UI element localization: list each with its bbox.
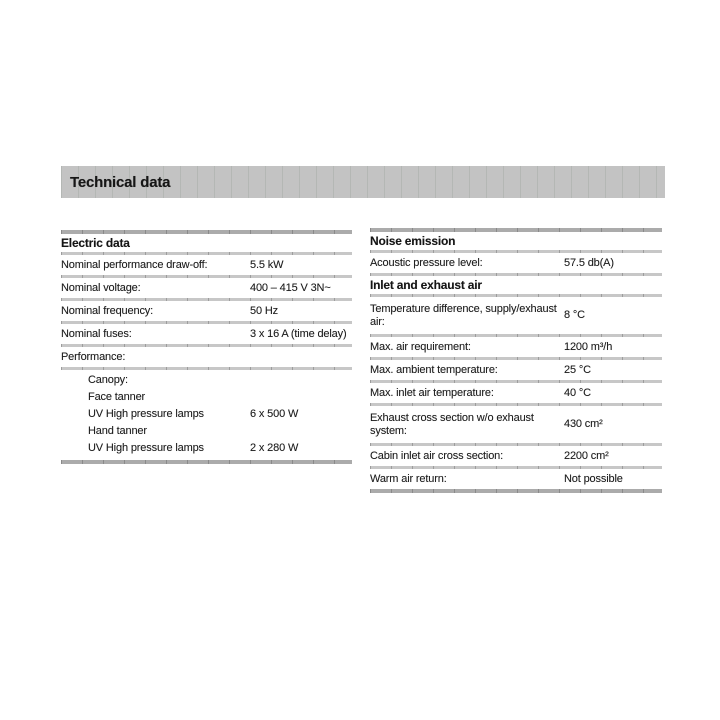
row-value: 400 – 415 V 3N~	[250, 281, 331, 294]
section-header-label: Electric data	[61, 236, 130, 250]
row-value: 430 cm²	[564, 418, 603, 430]
table-row	[370, 406, 662, 443]
row-label: Nominal fuses:	[61, 327, 132, 340]
row-label: Canopy:	[88, 374, 128, 386]
table-row	[370, 297, 662, 334]
table-row	[61, 301, 352, 321]
table-bottom-border	[370, 489, 662, 493]
table-row	[61, 324, 352, 344]
section-header-label: Noise emission	[370, 234, 456, 248]
row-label: Temperature difference, supply/exhaust air:	[370, 302, 557, 328]
row-label: Face tanner	[88, 391, 146, 403]
row-value: 2 x 280 W	[250, 442, 299, 454]
table-row	[61, 347, 352, 367]
row-value: 8 °C	[564, 309, 585, 321]
row-label: Hand tanner	[88, 425, 147, 437]
table-row	[61, 278, 352, 298]
row-value: 6 x 500 W	[250, 408, 299, 420]
table-section-header	[370, 276, 662, 294]
table-row	[61, 440, 352, 457]
row-label: Max. air requirement:	[370, 340, 471, 353]
row-label: Exhaust cross section w/o exhaust system:	[370, 411, 534, 437]
row-label: Max. ambient temperature:	[370, 363, 498, 376]
table-row	[370, 337, 662, 357]
section-title-bar	[61, 166, 665, 198]
table-row	[370, 446, 662, 466]
row-value: 2200 cm²	[564, 449, 609, 462]
table-row	[370, 469, 662, 489]
row-value: 57.5 db(A)	[564, 256, 614, 269]
table-row	[61, 423, 352, 440]
row-label: UV High pressure lamps	[88, 442, 204, 454]
table-section-header	[61, 234, 352, 252]
table-section-header	[370, 232, 662, 250]
row-label: Nominal voltage:	[61, 281, 141, 294]
table-row	[370, 360, 662, 380]
row-value: 5.5 kW	[250, 258, 284, 271]
row-value: 50 Hz	[250, 304, 278, 317]
row-label: Performance:	[61, 350, 126, 363]
table-row	[370, 383, 662, 403]
row-value: 1200 m³/h	[564, 340, 613, 353]
electric-data-table	[61, 230, 352, 464]
table-row	[61, 389, 352, 406]
row-value: 40 °C	[564, 386, 591, 399]
row-value: Not possible	[564, 472, 623, 485]
section-header-label: Inlet and exhaust air	[370, 278, 482, 292]
row-label: Cabin inlet air cross section:	[370, 449, 504, 462]
table-bottom-border	[61, 460, 352, 464]
row-label: Max. inlet air temperature:	[370, 386, 494, 399]
row-label: Nominal frequency:	[61, 304, 154, 317]
table-row	[61, 406, 352, 423]
row-value: 25 °C	[564, 363, 591, 376]
table-row	[370, 253, 662, 273]
table-row	[61, 372, 352, 389]
row-label: Warm air return:	[370, 472, 447, 485]
noise-and-air-table	[370, 228, 662, 493]
performance-group	[61, 370, 352, 460]
row-value: 3 x 16 A (time delay)	[250, 327, 347, 340]
page-title: Technical data	[70, 173, 171, 191]
row-label: UV High pressure lamps	[88, 408, 204, 420]
table-row	[61, 255, 352, 275]
row-label: Nominal performance draw-off:	[61, 258, 208, 271]
row-label: Acoustic pressure level:	[370, 256, 483, 269]
